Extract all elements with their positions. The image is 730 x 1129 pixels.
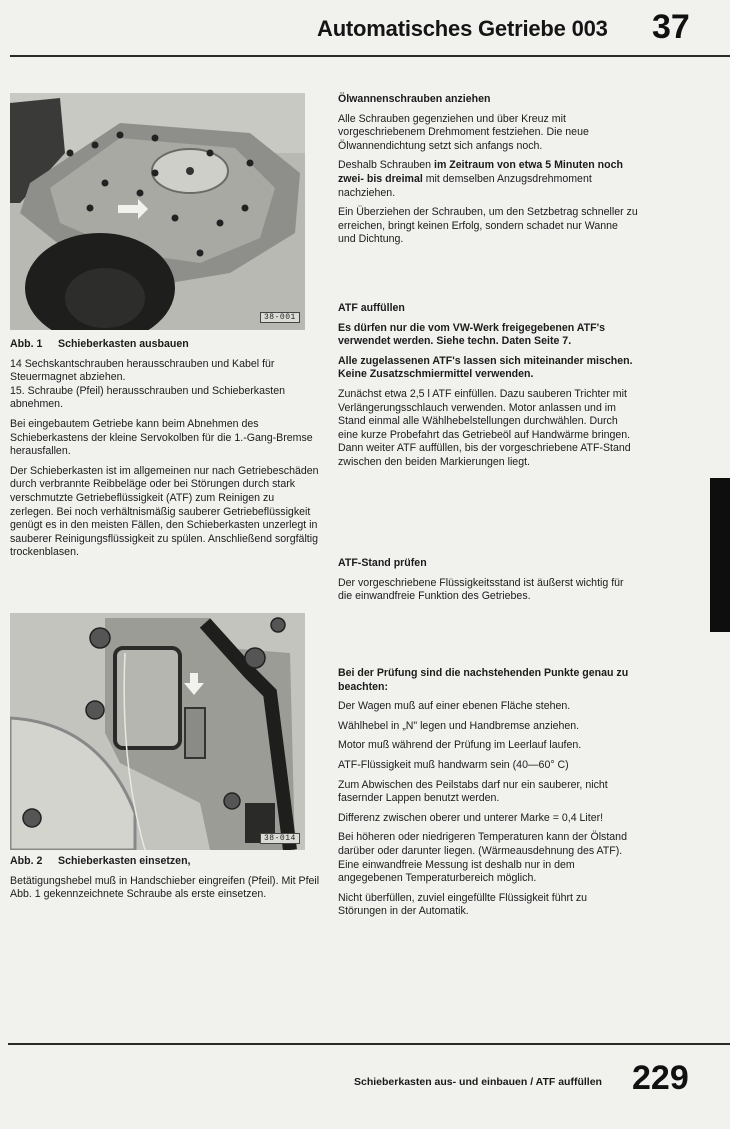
section-heading: Ölwannenschrauben anziehen (338, 93, 491, 105)
figure-1-step-15: 15. Schraube (Pfeil) herausschrauben und Schieberkasten abnehmen. (10, 384, 286, 411)
figure-2-title: Schieberkasten einsetzen, (58, 855, 191, 867)
figure-1-label: Abb. 1 (10, 338, 43, 350)
figure-1-code: 38-001 (260, 312, 300, 323)
section-heading: ATF-Stand prüfen (338, 557, 427, 569)
text-run: Deshalb Schrauben (338, 159, 434, 172)
temperature-note: Bei höheren oder niedrigeren Temperaturen kann der Ölstand darüber oder darunter liegen. (Wärmeausdehnung des ATF). Eine einwandfreie Messung ist deshalb nur in dem angegebenen Temperaturbereich möglich. (338, 831, 627, 885)
check-item: Der Wagen muß auf einer ebenen Fläche stehen. (338, 700, 571, 713)
paragraph: Der vorgeschriebene Flüssigkeitsstand ist äußerst wichtig für die einwandfreie Funktion des Getriebes. (338, 576, 624, 603)
section-oil-pan-bolts (338, 93, 638, 247)
footer-title: Schieberkasten aus- und einbauen / ATF auffüllen (354, 1076, 602, 1088)
figure-1-caption (10, 338, 320, 352)
section-atf-fill (338, 302, 638, 470)
figure-2-label: Abb. 2 (10, 855, 43, 867)
approved-atf-note: Es dürfen nur die vom VW-Werk freigegebenen ATF's verwendet werden. Siehe techn. Daten Seite 7. (338, 321, 605, 348)
chapter-thumb-tab (710, 478, 730, 632)
figure-1-step-14: 14 Sechskantschrauben herausschrauben und Kabel für Steuermagnet abziehen. (10, 357, 275, 384)
valve-body-installation-photo (10, 613, 305, 850)
transmission-valve-body-photo (10, 93, 305, 330)
text-run: mit demselben Anzugsdrehmoment nachziehen. (338, 172, 592, 199)
figure-2-text-block (10, 855, 320, 902)
figure-1-title: Schieberkasten ausbauen (58, 338, 189, 350)
figure-1-photo (10, 93, 305, 330)
check-item: ATF-Flüssigkeit muß handwarm sein (40—60° C) (338, 758, 569, 771)
figure-2-instruction: Betätigungshebel muß in Handschieber eingreifen (Pfeil). Mit Pfeil Abb. 1 gekennzeichnete Schraube als erste einsetzen. (10, 874, 320, 901)
section-atf-level-check (338, 557, 638, 604)
chapter-number: 37 (652, 8, 690, 46)
check-item: Wählhebel in „N" legen und Handbremse anziehen. (338, 719, 580, 732)
paragraph: Alle Schrauben gegenziehen und über Kreuz mit vorgeschriebenem Drehmoment festziehen. Die neue Ölwannendichtung setzt sich anfangs noch. (338, 112, 589, 152)
figure-2-photo (10, 613, 305, 850)
section-heading: Bei der Prüfung sind die nachstehenden Punkte genau zu beachten: (338, 667, 629, 693)
header-rule (10, 55, 730, 57)
section-check-points (338, 667, 638, 919)
page-number: 229 (632, 1059, 689, 1097)
retorque-paragraph (338, 159, 638, 200)
atf-mixing-note: Alle zugelassenen ATF's lassen sich miteinander mischen. Keine Zusatzschmiermittel verwenden. (338, 354, 633, 381)
emphasis-text: im Zeitraum von etwa 5 Minuten noch zwei- bis dreimal (338, 159, 623, 185)
check-item: Zum Abwischen des Peilstabs darf nur ein sauberer, nicht fasernder Lappen benutzt werden. (338, 778, 608, 805)
figure-2-caption (10, 855, 320, 869)
check-item: Motor muß während der Prüfung im Leerlauf laufen. (338, 739, 582, 752)
overfill-warning: Nicht überfüllen, zuviel eingefüllte Flüssigkeit führt zu Störungen in der Automatik. (338, 891, 588, 918)
figure-1-text-block (10, 338, 320, 560)
check-item: Differenz zwischen oberer und unterer Marke = 0,4 Liter! (338, 811, 604, 824)
figure-2-code: 38-014 (260, 833, 300, 844)
valve-body-cleaning-note: Der Schieberkasten ist im allgemeinen nur nach Getriebeschäden durch verbrannte Reibbeläge oder bei Störungen durch stark verschmutzte Getriebeflüssigkeit (ATF) zum Reinigen zu zerlegen. Bei noch verhältnismäßig sauberer Getriebeflüssigkeit genügt es in den meisten Fällen, den Schieberkasten unzerlegt in sauberer Reinigungsflüssigkeit zu spülen. Anschließend sorgfältig trockenblasen. (10, 464, 319, 559)
servo-piston-note: Bei eingebautem Getriebe kann beim Abnehmen des Schieberkastens der kleine Servokolben für die 1.-Gang-Bremse herausfallen. (10, 417, 313, 458)
paragraph: Ein Überziehen der Schrauben, um den Setzbetrag schneller zu erreichen, bringt keinen Erfolg, sondern schadet nur Wanne und Dichtung. (338, 206, 638, 246)
section-heading: ATF auffüllen (338, 302, 405, 314)
footer-rule (8, 1043, 730, 1045)
fill-procedure: Zunächst etwa 2,5 l ATF einfüllen. Dazu sauberen Trichter mit Verlängerungsschlauch verwenden. Motor anlassen und im Stand einmal alle Wählhebelstellungen durchwählen. Durch eine kurze Probefahrt das Getriebeöl auf Handwärme bringen. Dann weiter ATF auffüllen, bis der vorgeschriebene ATF-Stand zwischen den beiden Markierungen liegt. (338, 387, 631, 468)
page-header-title: Automatisches Getriebe 003 (317, 16, 608, 41)
